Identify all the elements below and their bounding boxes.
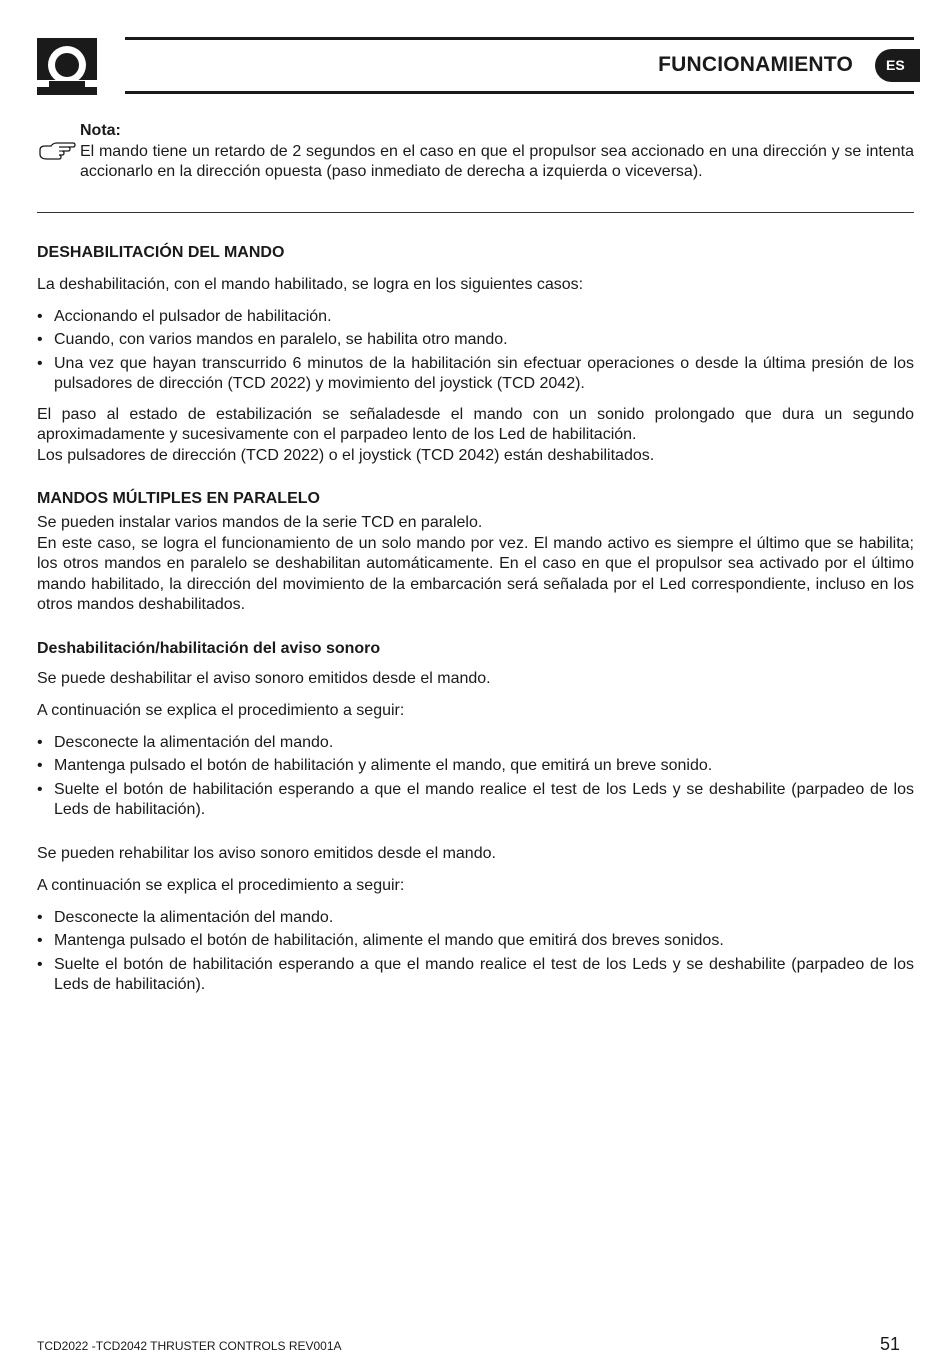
pointing-hand-icon [38,141,76,163]
disable-cases-list [37,307,914,395]
page-number: 51 [879,1334,900,1354]
footer-doc-id: TCD2022 -TCD2042 THRUSTER CONTROLS REV001A [37,1339,342,1353]
enable-sound-steps [37,908,914,996]
disable-para-1: El paso al estado de estabilización se señaladesde el mando con un sonido prolongado que dura un segundo aproximadamente y sucesivamente con el parpadeo lento de los Led de habilitación. [37,405,914,443]
list-item: • Mantenga pulsado el botón de habilitación, alimente el mando que emitirá dos breves sonidos. [37,931,914,952]
list-item: • Mantenga pulsado el botón de habilitación y alimente el mando, que emitirá un breve sonido. [37,756,914,777]
divider [37,212,914,213]
sound-heading: Deshabilitación/habilitación del aviso sonoro [37,639,381,657]
list-item: • Suelte el botón de habilitación esperando a que el mando realice el test de los Leds y se deshabilite (parpadeo de los Leds de habilitación). [37,955,914,996]
sound-disable-intro: Se puede deshabilitar el aviso sonoro emitidos desde el mando. [37,669,491,687]
disable-para-2: Los pulsadores de dirección (TCD 2022) o el joystick (TCD 2042) están deshabilitados. [37,446,655,464]
disable-sound-steps [37,733,914,821]
header-rule-bottom [125,91,914,94]
language-badge: ES [875,49,920,82]
disable-heading: DESHABILITACIÓN DEL MANDO [37,244,285,261]
list-item: • Accionando el pulsador de habilitación. [37,307,914,328]
main-content [37,243,914,999]
list-item: • Desconecte la alimentación del mando. [37,733,914,754]
list-item: • Desconecte la alimentación del mando. [37,908,914,929]
sound-enable-intro: Se pueden rehabilitar los aviso sonoro emitidos desde el mando. [37,844,496,862]
parallel-para-2: En este caso, se logra el funcionamiento de un solo mando por vez. El mando activo es siempre el último que se habilita; los otros mandos en paralelo se deshabilitan automáticamente. En el caso en que el propulsor sea activado por el último mando habilitado, la dirección del movimiento de la embarcación será señalada por el Led correspondiente, incluso en los otros mandos deshabilitados. [37,534,914,613]
note-label: Nota: [80,122,121,139]
list-item: • Cuando, con varios mandos en paralelo, se habilita otro mando. [37,330,914,351]
section-title: FUNCIONAMIENTO [658,53,853,76]
header-rule-top [125,37,914,40]
parallel-para-1: Se pueden instalar varios mandos de la serie TCD en paralelo. [37,514,483,531]
note-text: El mando tiene un retardo de 2 segundos en el caso en que el propulsor sea accionado en una dirección y se intenta accionarlo en la dirección opuesta (paso inmediato de derecha a izquierda o viceversa). [80,143,914,180]
disable-intro: La deshabilitación, con el mando habilitado, se logra en los siguientes casos: [37,276,584,293]
list-item: • Suelte el botón de habilitación esperando a que el mando realice el test de los Leds y se deshabilite (parpadeo de los Leds de habilitación). [37,780,914,821]
list-item: • Una vez que hayan transcurrido 6 minutos de la habilitación sin efectuar operaciones o desde la última presión de los pulsadores de dirección (TCD 2022) y movimiento del joystick (TCD 2042). [37,354,914,395]
procedure-label: A continuación se explica el procedimiento a seguir: [37,877,405,894]
parallel-heading: MANDOS MÚLTIPLES EN PARALELO [37,490,320,507]
procedure-label: A continuación se explica el procedimiento a seguir: [37,702,405,719]
q-brand-logo [37,38,97,95]
